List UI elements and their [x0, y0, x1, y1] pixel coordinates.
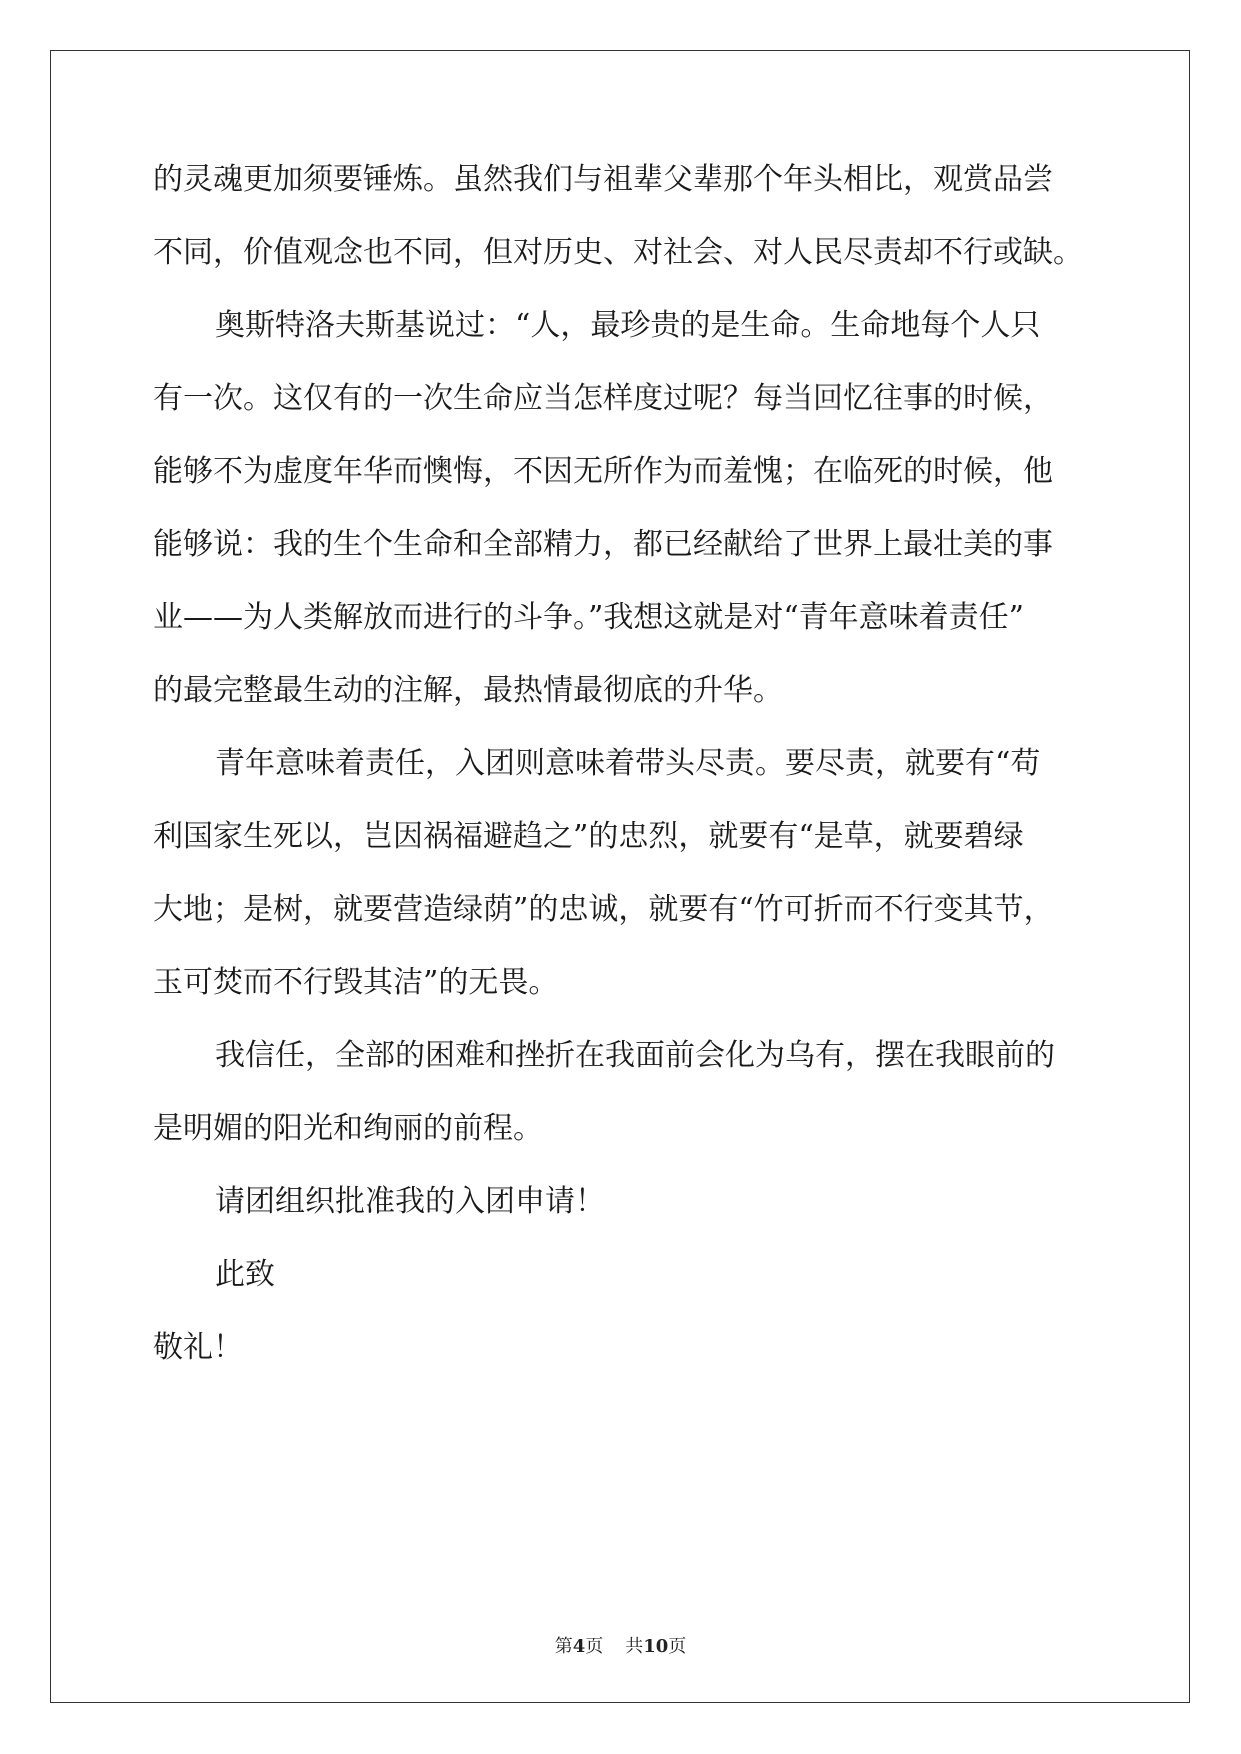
text-line: 大地；是树，就要营造绿荫”的忠诚，就要有“竹可折而不行变其节，	[153, 892, 1054, 927]
salutation: 此致	[215, 1257, 275, 1292]
text-line: 利国家生死以，岂因祸福避趋之”的忠烈，就要有“是草，就要碧绿	[153, 819, 1024, 854]
text-line: 的最完整最生动的注解，最热情最彻底的升华。	[153, 673, 783, 708]
total-pages: 10	[643, 1636, 669, 1657]
paragraph-start: 奥斯特洛夫斯基说过：“人，最珍贵的是生命。生命地每个人只	[215, 308, 1041, 343]
paragraph-start: 我信任，全部的困难和挫折在我面前会化为乌有，摆在我眼前的	[215, 1038, 1055, 1073]
regards: 敬礼！	[153, 1330, 243, 1365]
text-line: 的灵魂更加须要锤炼。虽然我们与祖辈父辈那个年头相比，观赏品尝	[153, 162, 1053, 197]
text-line: 玉可焚而不行毁其洁”的无畏。	[153, 965, 559, 1000]
paragraph-start: 青年意味着责任，入团则意味着带头尽责。要尽责，就要有“苟	[215, 746, 1041, 781]
page-label-prefix: 第	[554, 1636, 573, 1657]
total-label-suffix: 页	[668, 1636, 687, 1657]
text-line: 业——为人类解放而进行的斗争。”我想这就是对“青年意味着责任”	[153, 600, 1025, 635]
page-number: 4	[572, 1636, 586, 1657]
text-line: 能够说：我的生个生命和全部精力，都已经献给了世界上最壮美的事	[153, 527, 1053, 562]
page-label-suffix: 页	[585, 1636, 604, 1657]
page-footer	[0, 1632, 1241, 1658]
text-line: 能够不为虚度年华而懊悔，不因无所作为而羞愧；在临死的时候，他	[153, 454, 1053, 489]
text-line: 是明媚的阳光和绚丽的前程。	[153, 1111, 543, 1146]
total-label-prefix: 共	[625, 1636, 644, 1657]
closing-request: 请团组织批准我的入团申请！	[215, 1184, 605, 1219]
page-border	[50, 50, 1190, 1703]
text-line: 不同，价值观念也不同，但对历史、对社会、对人民尽责却不行或缺。	[153, 235, 1083, 270]
text-line: 有一次。这仅有的一次生命应当怎样度过呢？每当回忆往事的时候，	[153, 381, 1053, 416]
